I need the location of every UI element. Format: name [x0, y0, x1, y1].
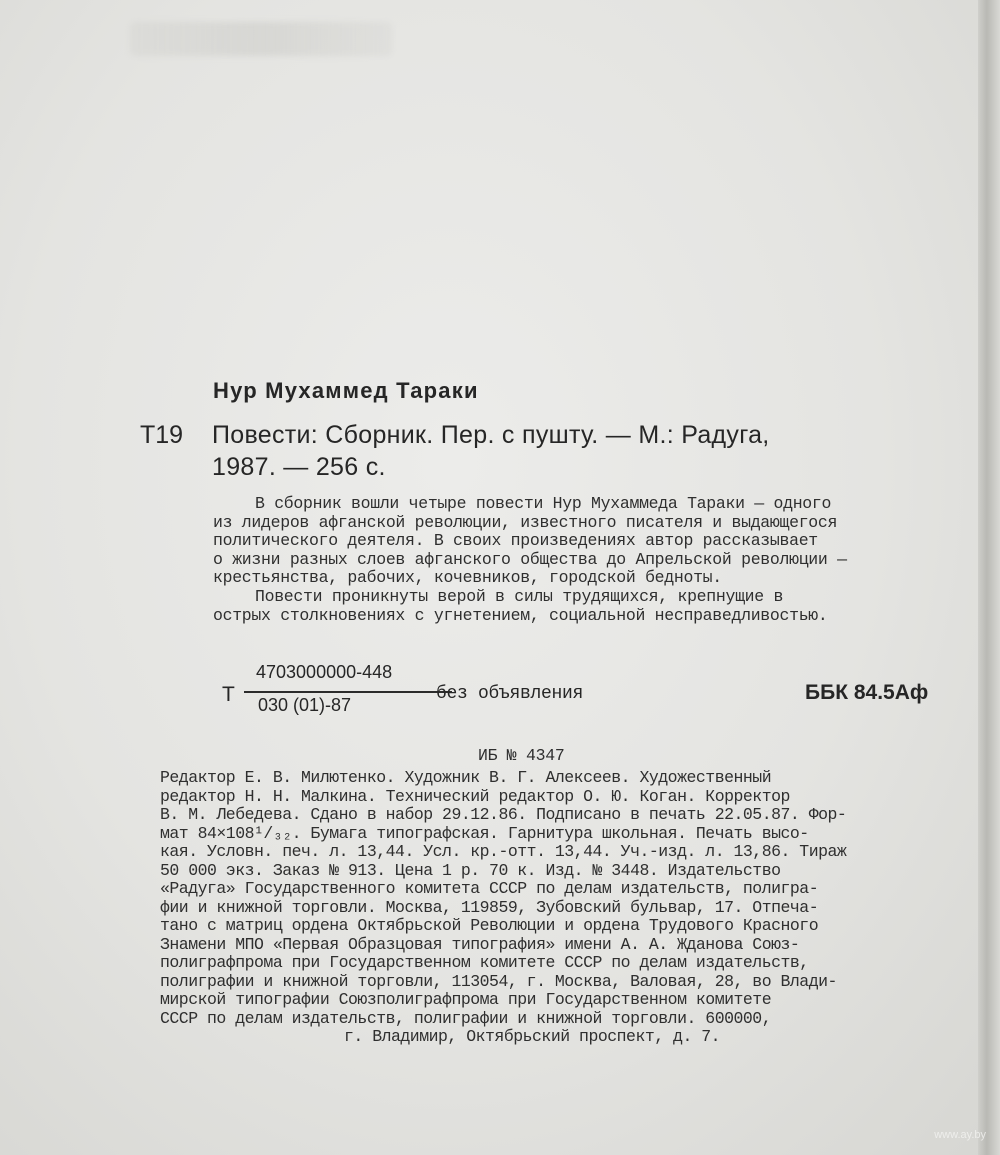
index-letter: Т: [222, 683, 235, 706]
annotation-line: острых столкновениях с угнетением, социальной несправедливостью.: [213, 605, 828, 625]
imprint-line: редактор Н. Н. Малкина. Технический редактор О. Ю. Коган. Корректор: [160, 786, 790, 806]
annotation-line: крестьянства, рабочих, кочевников, городской бедноты.: [213, 568, 722, 588]
imprint-line: мат 84×108¹/₃₂. Бумага типографская. Гарнитура школьная. Печать высо-: [160, 823, 809, 843]
index-denominator: 030 (01)-87: [258, 695, 352, 715]
bbk-code: ББК 84.5Аф: [805, 681, 929, 704]
catalog-number: Т19: [140, 421, 184, 449]
annotation-line: из лидеров афганской революции, известного писателя и выдающегося: [213, 512, 838, 532]
author-name: Нур Мухаммед Тараки: [213, 378, 479, 403]
book-title-line-2: 1987. — 256 с.: [212, 453, 386, 481]
imprint-line: Знамени МПО «Первая Образцовая типография» имени А. А. Жданова Союз-: [160, 934, 800, 954]
book-title-line-1: Повести: Сборник. Пер. с пушту. — М.: Радуга,: [212, 421, 770, 449]
imprint-line: В. М. Лебедева. Сдано в набор 29.12.86. Подписано в печать 22.05.87. Фор-: [160, 805, 847, 824]
imprint-address: г. Владимир, Октябрьский проспект, д. 7.: [344, 1027, 721, 1046]
faded-stamp: [130, 22, 392, 56]
imprint-line: тано с матриц ордена Октябрьской Революции и ордена Трудового Красного: [160, 916, 819, 935]
annotation-line: Повести проникнуты верой в силы трудящихся, крепнущие в: [255, 586, 784, 606]
imprint-line: фии и книжной торговли. Москва, 119859, Зубовский бульвар, 17. Отпеча-: [160, 897, 819, 917]
index-numerator: 4703000000-448: [256, 662, 393, 682]
watermark: www.ay.by: [934, 1129, 986, 1141]
imprint-line: полиграфии и книжной торговли, 113054, г. Москва, Валовая, 28, во Влади-: [160, 971, 837, 991]
imprint-line: мирской типографии Союзполиграфпрома при Государственном комитете: [160, 990, 772, 1009]
annotation-line: политического деятеля. В своих произведениях автор рассказывает: [213, 531, 818, 551]
imprint-line: полиграфпрома при Государственном комитете СССР по делам издательств,: [160, 953, 809, 972]
publication-index: [222, 662, 962, 722]
annotation-line: о жизни разных слоев афганского общества до Апрельской революции —: [213, 549, 847, 569]
imprint-block: [160, 769, 950, 1047]
imprint-line: 50 000 экз. Заказ № 913. Цена 1 р. 70 к. Изд. № 3448. Издательство: [160, 860, 781, 880]
ib-number: ИБ № 4347: [478, 746, 565, 765]
imprint-line: «Радуга» Государственного комитета СССР по делам издательств, полигра-: [160, 879, 819, 898]
imprint-line: СССР по делам издательств, полиграфии и книжной торговли. 600000,: [160, 1008, 772, 1028]
annotation: [213, 495, 948, 625]
imprint-line: кая. Условн. печ. л. 13,44. Усл. кр.-отт. 13,44. Уч.-изд. л. 13,86. Тираж: [160, 842, 847, 861]
index-note: без объявления: [436, 684, 584, 704]
page-edge: [978, 0, 1000, 1155]
imprint-line: Редактор Е. В. Милютенко. Художник В. Г. Алексеев. Художественный: [160, 768, 772, 787]
annotation-line: В сборник вошли четыре повести Нур Мухаммеда Тараки — одного: [255, 494, 832, 513]
fraction-rule: [244, 691, 452, 693]
